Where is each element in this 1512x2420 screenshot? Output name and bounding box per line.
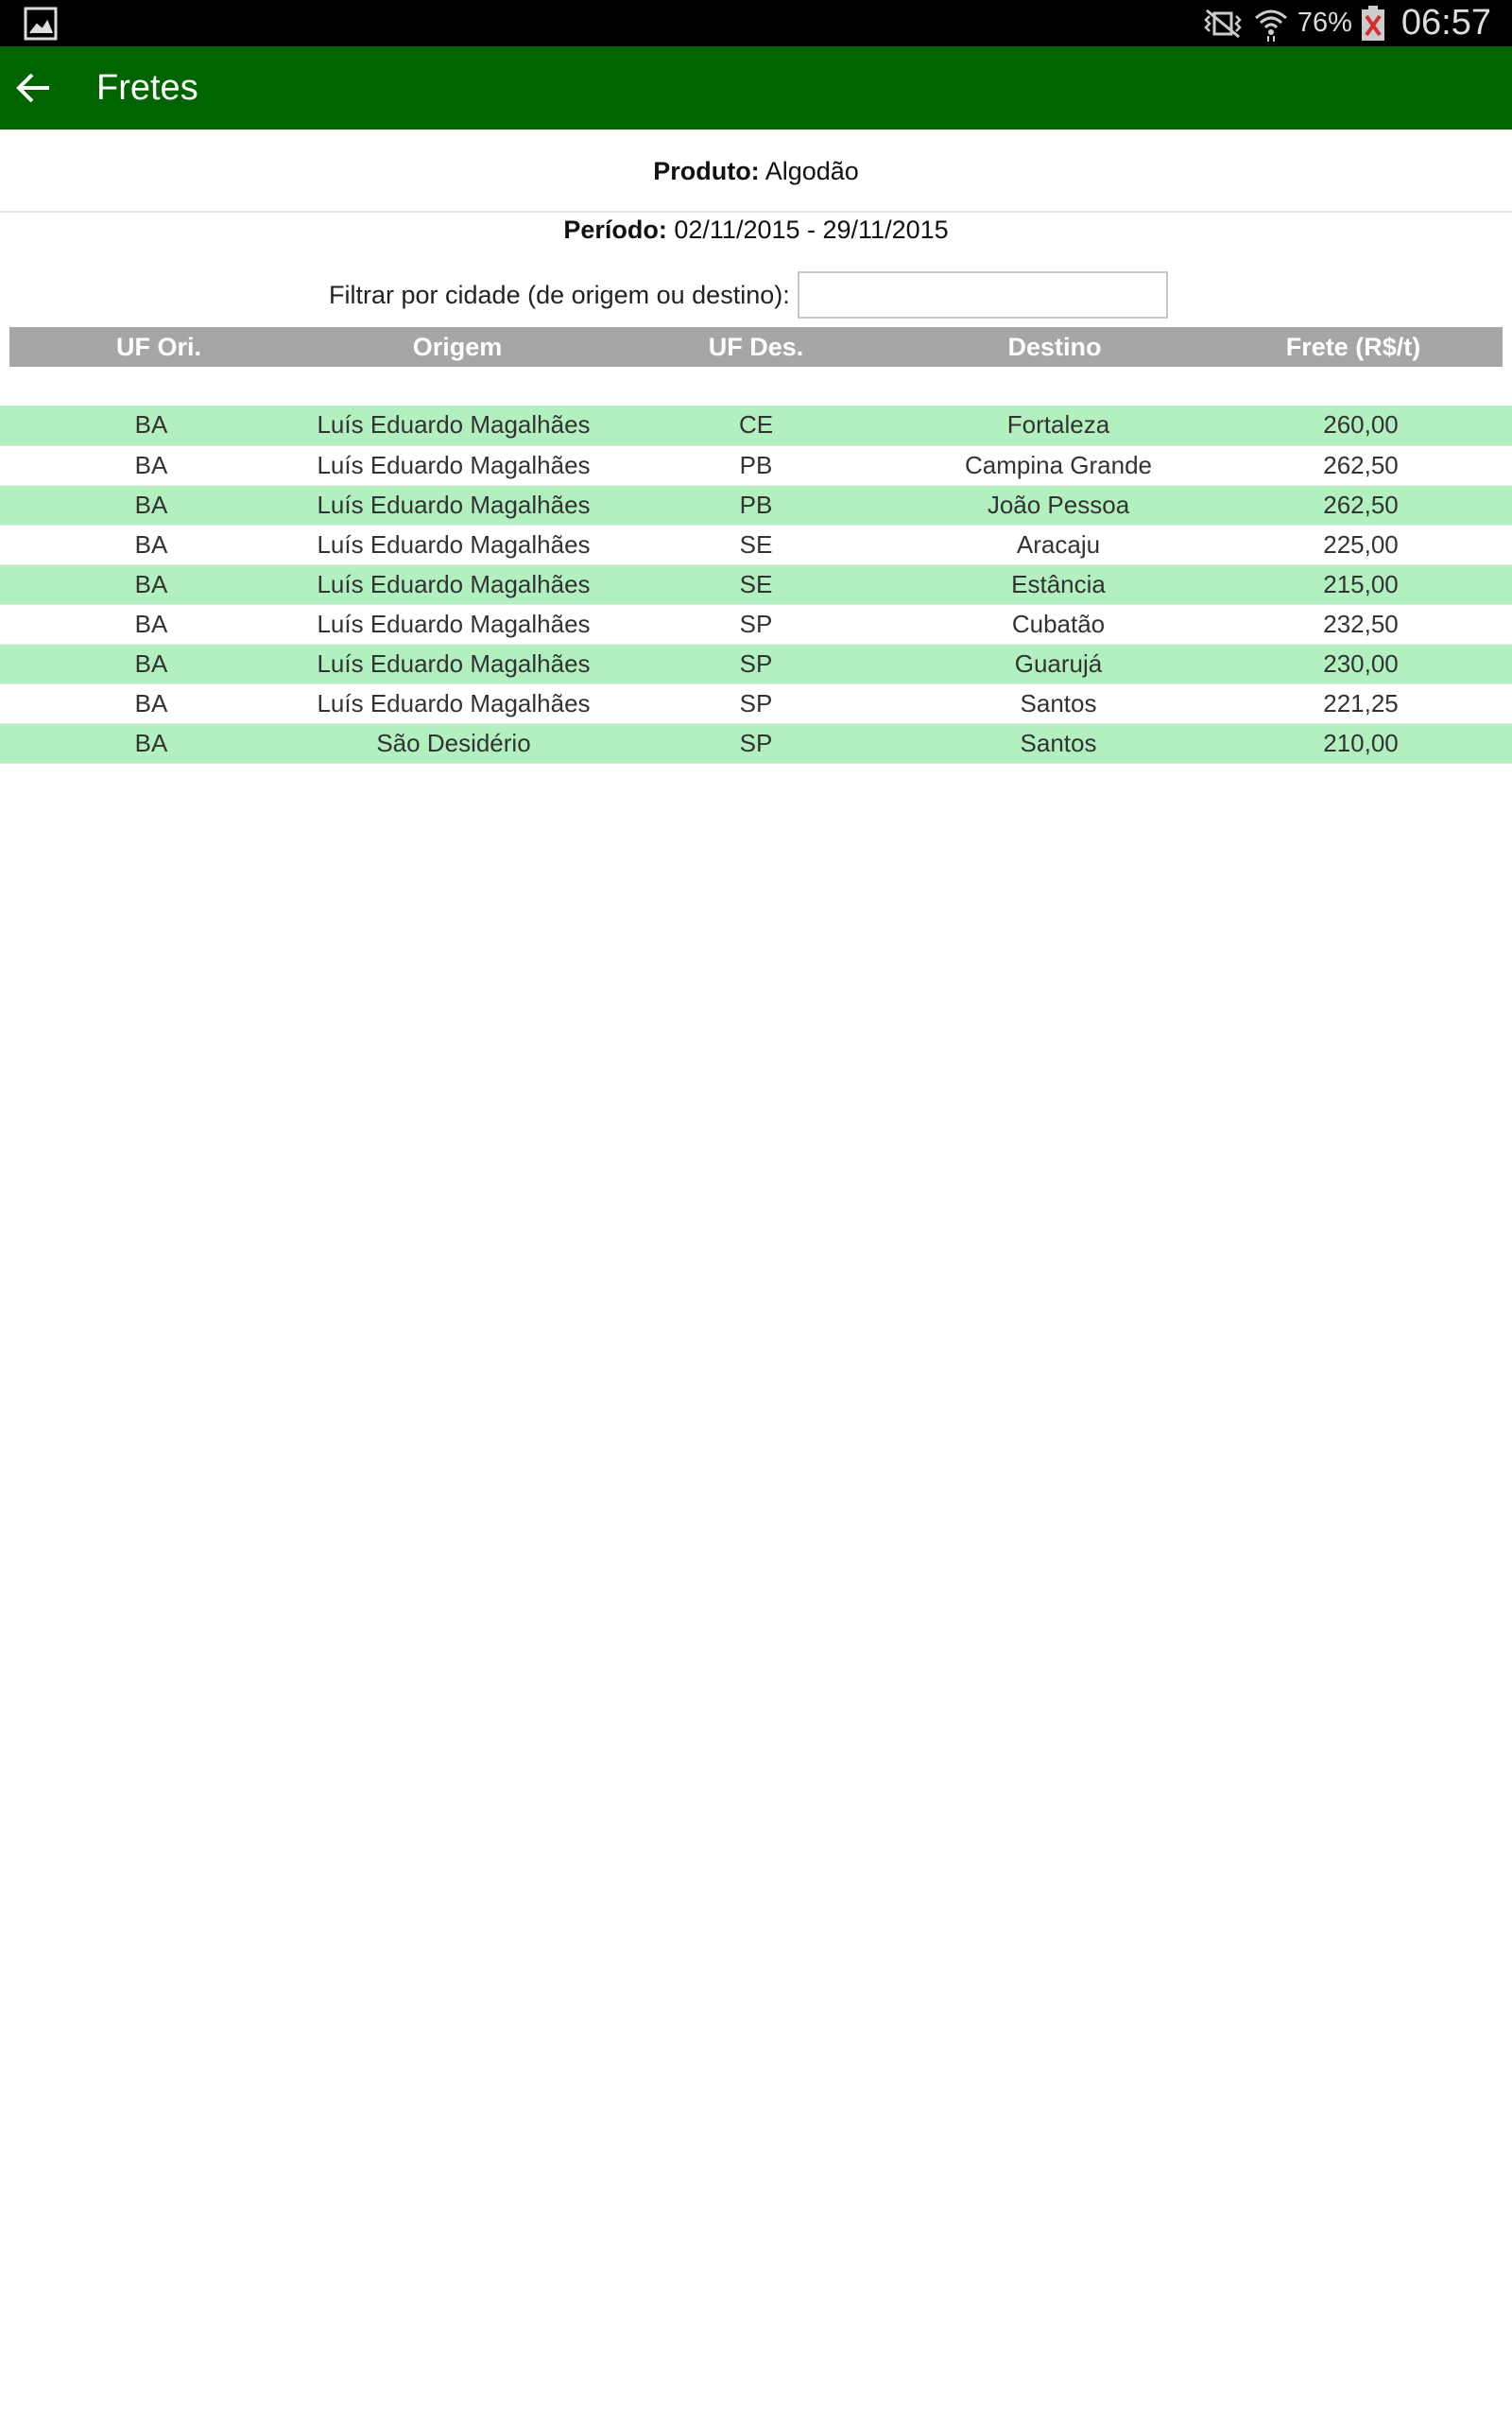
city-filter-label: Filtrar por cidade (de origem ou destino):: [329, 280, 790, 309]
table-cell-origem: Luís Eduardo Magalhães: [302, 406, 605, 445]
table-cell-frete: 221,25: [1210, 683, 1512, 723]
column-header-frete[interactable]: Frete (R$/t): [1285, 332, 1421, 361]
table-cell-uf-origem: BA: [0, 604, 302, 644]
periodo-value: 02/11/2015 - 29/11/2015: [674, 216, 949, 244]
table-cell-destino: Cubatão: [907, 604, 1210, 644]
table-header: [9, 327, 1503, 367]
table-cell-destino: Campina Grande: [907, 445, 1210, 485]
table-cell-uf-destino: PB: [605, 485, 907, 525]
table-row[interactable]: [0, 406, 1512, 445]
table-cell-origem: Luís Eduardo Magalhães: [302, 683, 605, 723]
table-cell-uf-destino: SE: [605, 525, 907, 564]
city-filter: [329, 271, 1168, 319]
table-cell-origem: Luís Eduardo Magalhães: [302, 644, 605, 683]
table-cell-frete: 262,50: [1210, 445, 1512, 485]
table-cell-uf-origem: BA: [0, 406, 302, 445]
produto-label: Produto:: [653, 157, 760, 185]
back-arrow-icon[interactable]: [13, 67, 55, 109]
table-cell-uf-destino: SP: [605, 604, 907, 644]
column-header-uf-origem[interactable]: UF Ori.: [115, 332, 201, 361]
battery-percent: 76%: [1297, 8, 1352, 38]
column-header-origem[interactable]: Origem: [412, 332, 503, 361]
table-header-row: [9, 327, 1503, 367]
status-bar: [0, 0, 1512, 46]
fretes-table: [0, 406, 1512, 764]
table-cell-destino: Aracaju: [907, 525, 1210, 564]
table-row[interactable]: [0, 723, 1512, 763]
divider: [0, 211, 1512, 213]
table-cell-uf-origem: BA: [0, 445, 302, 485]
table-cell-uf-destino: CE: [605, 406, 907, 445]
table-cell-frete: 225,00: [1210, 525, 1512, 564]
column-header-destino[interactable]: Destino: [1007, 332, 1102, 361]
wifi-icon: [1252, 5, 1290, 43]
gallery-notification-icon: [23, 6, 59, 42]
table-cell-frete: 260,00: [1210, 406, 1512, 445]
produto-value: Algodão: [765, 157, 859, 185]
column-header-uf-destino[interactable]: UF Des.: [708, 332, 804, 361]
table-row[interactable]: [0, 445, 1512, 485]
table-cell-uf-origem: BA: [0, 525, 302, 564]
table-cell-destino: Guarujá: [907, 644, 1210, 683]
app-bar: [0, 46, 1512, 130]
page-title: Fretes: [96, 68, 198, 108]
table-row[interactable]: [0, 683, 1512, 723]
table-row[interactable]: [0, 525, 1512, 564]
table-cell-uf-destino: PB: [605, 445, 907, 485]
periodo-label: Período:: [563, 216, 667, 244]
table-cell-uf-destino: SP: [605, 723, 907, 763]
table-cell-origem: Luís Eduardo Magalhães: [302, 564, 605, 604]
table-cell-frete: 215,00: [1210, 564, 1512, 604]
table-cell-origem: São Desidério: [302, 723, 605, 763]
table-cell-origem: Luís Eduardo Magalhães: [302, 525, 605, 564]
table-cell-origem: Luís Eduardo Magalhães: [302, 485, 605, 525]
table-cell-destino: Estância: [907, 564, 1210, 604]
table-cell-destino: Santos: [907, 683, 1210, 723]
table-row[interactable]: [0, 644, 1512, 683]
table-cell-destino: Santos: [907, 723, 1210, 763]
table-cell-uf-destino: SE: [605, 564, 907, 604]
table-row[interactable]: [0, 564, 1512, 604]
table-cell-frete: 232,50: [1210, 604, 1512, 644]
city-filter-input[interactable]: [798, 271, 1168, 319]
table-cell-uf-origem: BA: [0, 564, 302, 604]
periodo-line: [0, 216, 1512, 245]
produto-line: [0, 157, 1512, 186]
table-cell-uf-origem: BA: [0, 723, 302, 763]
table-cell-origem: Luís Eduardo Magalhães: [302, 604, 605, 644]
table-cell-uf-origem: BA: [0, 683, 302, 723]
table-cell-frete: 210,00: [1210, 723, 1512, 763]
table-cell-destino: João Pessoa: [907, 485, 1210, 525]
table-row[interactable]: [0, 485, 1512, 525]
table-cell-uf-origem: BA: [0, 485, 302, 525]
table-cell-uf-origem: BA: [0, 644, 302, 683]
table-cell-uf-destino: SP: [605, 683, 907, 723]
table-cell-frete: 262,50: [1210, 485, 1512, 525]
table-cell-uf-destino: SP: [605, 644, 907, 683]
battery-icon: [1360, 5, 1386, 43]
vibrate-icon: [1201, 9, 1245, 39]
table-row[interactable]: [0, 604, 1512, 644]
table-cell-origem: Luís Eduardo Magalhães: [302, 445, 605, 485]
clock: 06:57: [1400, 3, 1491, 43]
table-cell-destino: Fortaleza: [907, 406, 1210, 445]
table-cell-frete: 230,00: [1210, 644, 1512, 683]
